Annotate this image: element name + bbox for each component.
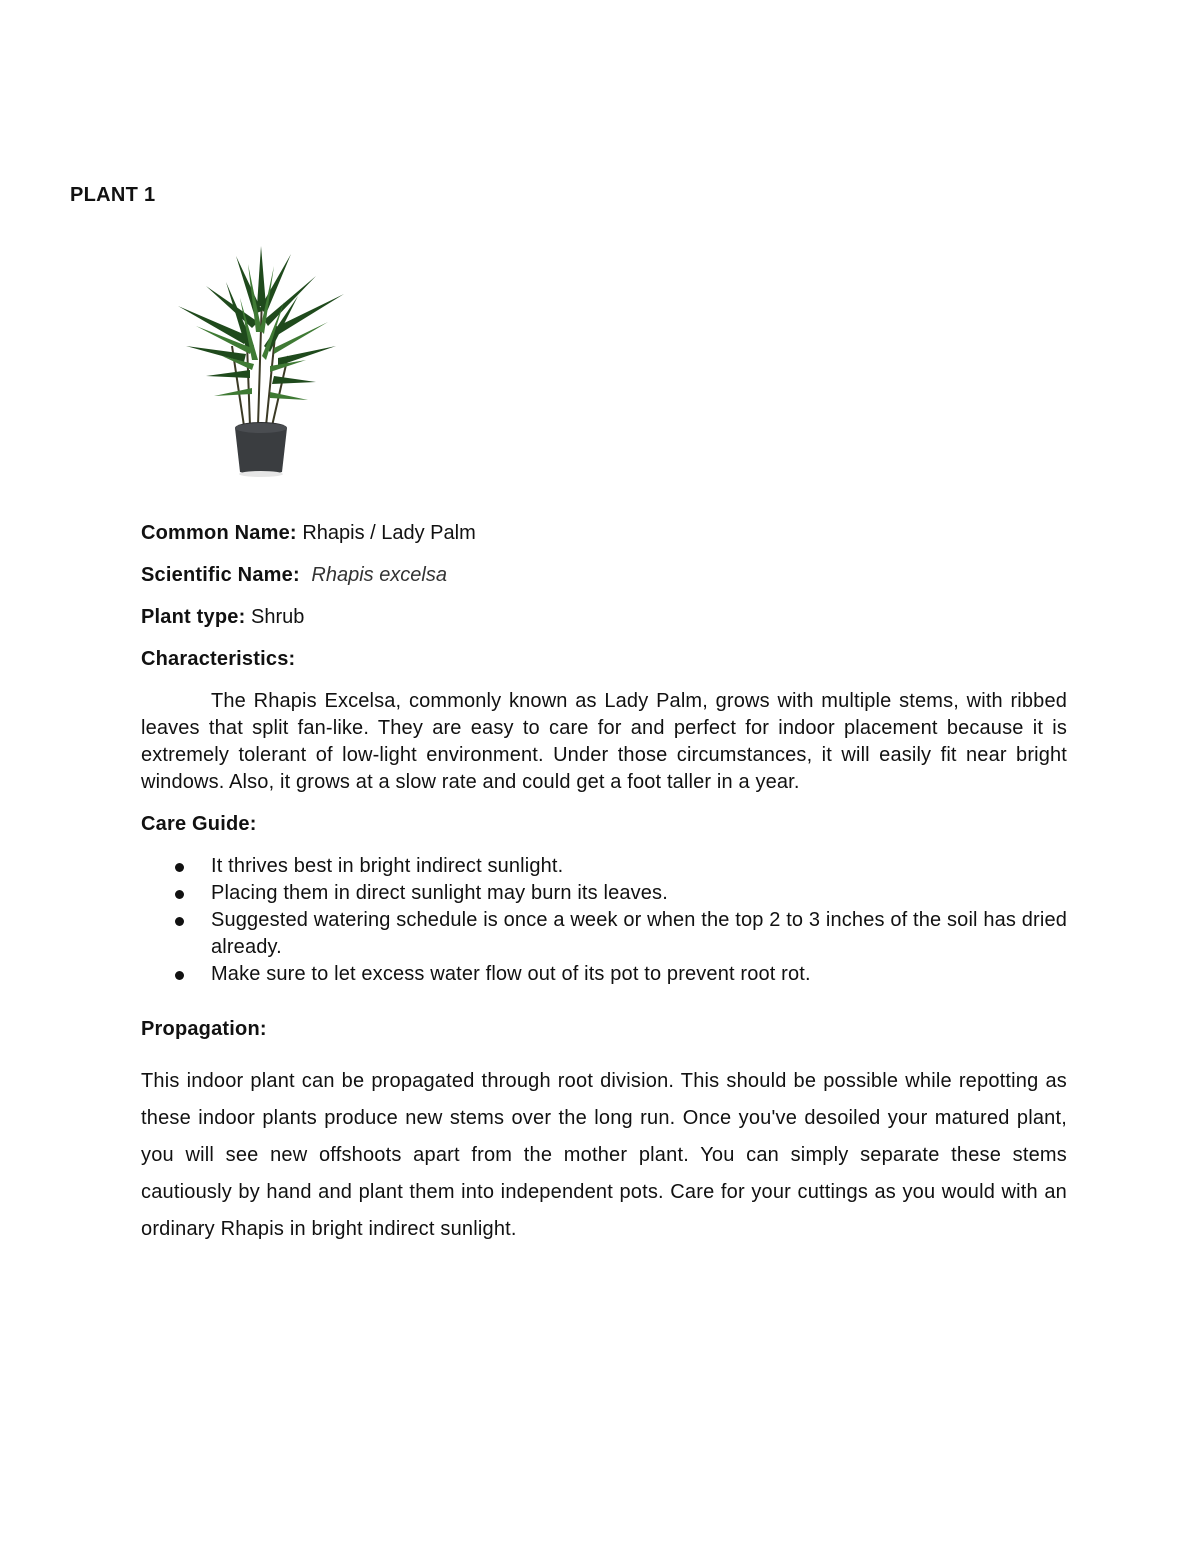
list-item (141, 961, 1067, 988)
common-name-value: Rhapis / Lady Palm (302, 522, 476, 544)
plant-type-value: Shrub (251, 606, 305, 628)
care-item-text: Placing them in direct sunlight may burn its leaves. (211, 882, 668, 904)
list-item (141, 853, 1067, 880)
list-item (141, 907, 1067, 961)
bullet-icon (175, 890, 184, 899)
common-name-field (141, 520, 1067, 547)
care-guide-label: Care Guide: (141, 813, 257, 835)
potted-palm-icon (166, 236, 356, 480)
care-item-text: Make sure to let excess water flow out of its pot to prevent root rot. (211, 963, 811, 985)
characteristics-label: Characteristics: (141, 648, 296, 670)
plant-type-label: Plant type: (141, 606, 246, 628)
list-item (141, 880, 1067, 907)
bullet-icon (175, 863, 184, 872)
propagation-text: This indoor plant can be propagated through root division. This should be possible while repotting as these indoor plants produce new stems over the long run. Once you've desoiled your matured plant, you will see new offshoots apart from the mother plant. You can simply separate these stems cautiously by hand and plant them into independent pots. Care for your cuttings as you would with an ordinary Rhapis in bright indirect sunlight. (141, 1070, 1067, 1240)
scientific-name-field (141, 562, 1067, 589)
plant-details (141, 520, 1067, 1248)
common-name-label: Common Name: (141, 522, 297, 544)
bullet-icon (175, 971, 184, 980)
care-guide-list (141, 853, 1067, 988)
bullet-icon (175, 917, 184, 926)
page-heading: PLANT 1 (70, 184, 156, 206)
characteristics-text: The Rhapis Excelsa, commonly known as Lady Palm, grows with multiple stems, with ribbed leaves that split fan-like. They are easy to care for and perfect for indoor placement because it is extremely tolerant of low-light environment. Under those circumstances, it will easily fit near bright windows. Also, it grows at a slow rate and could get a foot taller in a year. (141, 690, 1067, 793)
scientific-name-label: Scientific Name: (141, 564, 300, 586)
care-item-text: It thrives best in bright indirect sunlight. (211, 855, 564, 877)
propagation-label: Propagation: (141, 1018, 267, 1040)
plant-type-field (141, 604, 1067, 631)
care-item-text: Suggested watering schedule is once a week or when the top 2 to 3 inches of the soil has dried already. (211, 909, 1067, 958)
scientific-name-value: Rhapis excelsa (311, 564, 447, 586)
